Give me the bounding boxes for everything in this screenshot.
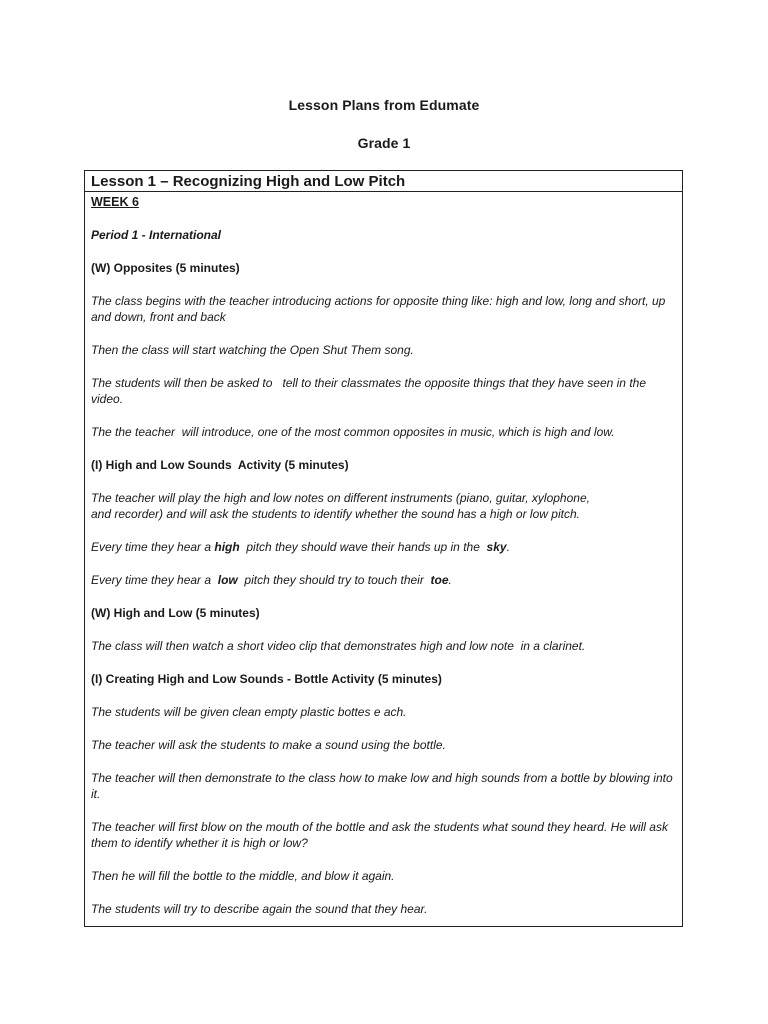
text-segment: Every time they hear a <box>91 540 215 554</box>
lesson-body <box>85 192 682 917</box>
period-label: Period 1 - International <box>91 228 222 242</box>
text-segment: pitch they should wave their hands up in the <box>239 540 487 554</box>
week-label: WEEK 6 <box>91 195 139 209</box>
paragraph: The teacher will first blow on the mouth of the bottle and ask the students what sound they heard. He will ask them to identify whether it is high or low? <box>91 820 668 850</box>
paragraph: The teacher will ask the students to make a sound using the bottle. <box>91 738 446 752</box>
text-segment: . <box>506 540 510 554</box>
grade-label: Grade 1 <box>357 135 411 151</box>
paragraph: The teacher will then demonstrate to the class how to make low and high sounds from a bottle by blowing into it. <box>91 771 673 801</box>
paragraph: The students will try to describe again the sound that they hear. <box>91 902 428 916</box>
paragraph: The class will then watch a short video clip that demonstrates high and low note in a clarinet. <box>91 639 586 653</box>
paragraph: Then the class will start watching the Open Shut Them song. <box>91 343 414 357</box>
emphasis-low: low <box>217 573 238 587</box>
paragraph: The class begins with the teacher introducing actions for opposite thing like: high and low, long and short, up and down, front and back <box>91 294 666 324</box>
document-title: Lesson Plans from Edumate <box>288 97 480 113</box>
text-segment: Every time they hear a <box>91 573 218 587</box>
paragraph-high-pitch <box>91 539 674 555</box>
lesson-heading: Lesson 1 – Recognizing High and Low Pitch <box>85 171 682 192</box>
text-segment: . <box>448 573 452 587</box>
paragraph: Then he will fill the bottle to the middle, and blow it again. <box>91 869 395 883</box>
emphasis-sky: sky <box>486 540 507 554</box>
section-heading-activity: (I) High and Low Sounds Activity (5 minutes) <box>91 458 349 472</box>
lesson-table <box>84 170 683 927</box>
paragraph: The the teacher will introduce, one of the most common opposites in music, which is high and low. <box>91 425 615 439</box>
paragraph: The teacher will play the high and low notes on different instruments (piano, guitar, xylophone, and recorder) and will ask the students to identify whether the sound has a high or low pitch. <box>91 491 590 521</box>
emphasis-toe: toe <box>430 573 449 587</box>
emphasis-high: high <box>214 540 240 554</box>
paragraph-low-pitch <box>91 572 674 588</box>
paragraph: The students will then be asked to tell to their classmates the opposite things that they have seen in the video. <box>91 376 650 406</box>
paragraph: The students will be given clean empty plastic bottes e ach. <box>91 705 407 719</box>
section-heading-high-low: (W) High and Low (5 minutes) <box>91 606 260 620</box>
section-heading-opposites: (W) Opposites (5 minutes) <box>91 261 240 275</box>
text-segment: pitch they should try to touch their <box>237 573 431 587</box>
section-heading-bottle: (I) Creating High and Low Sounds - Bottle Activity (5 minutes) <box>91 672 442 686</box>
